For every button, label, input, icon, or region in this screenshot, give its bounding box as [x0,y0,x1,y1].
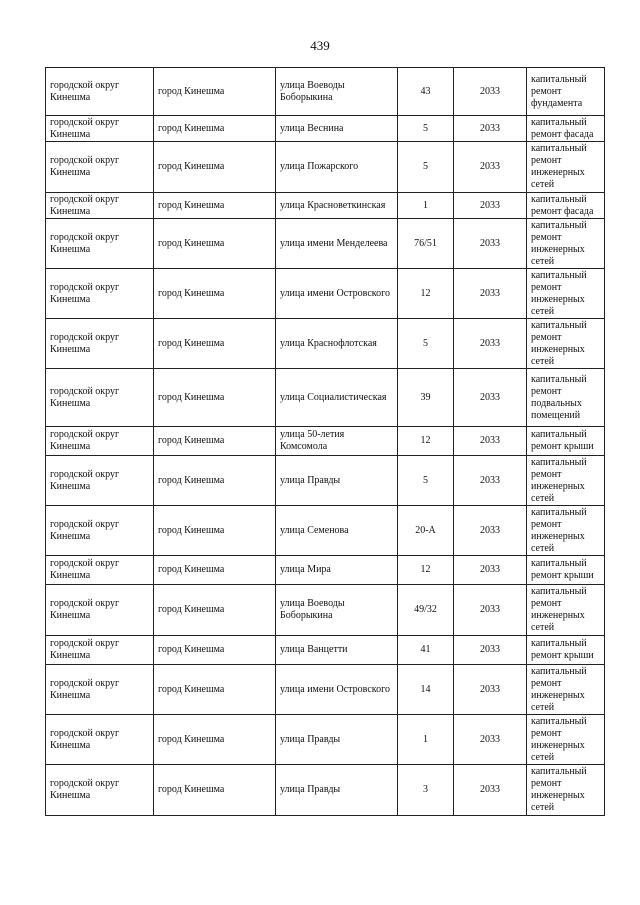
year-cell: 2033 [454,636,527,665]
district-cell: городской округ Кинешма [46,142,154,193]
locality-cell: город Кинешма [154,556,276,585]
page-number: 439 [310,38,330,53]
repair-type-cell: капитальный ремонт инженерных сетей [527,665,605,715]
street-cell: улица Воеводы Боборыкина [276,585,398,636]
house-number-cell: 5 [398,116,454,142]
house-number-cell: 12 [398,427,454,456]
table-row [46,269,605,319]
street-cell: улица имени Островского [276,269,398,319]
locality-cell: город Кинешма [154,765,276,816]
house-number-cell: 12 [398,269,454,319]
repair-type-cell: капитальный ремонт инженерных сетей [527,715,605,765]
street-cell: улица имени Островского [276,665,398,715]
year-cell: 2033 [454,556,527,585]
locality-cell: город Кинешма [154,369,276,427]
table-row [46,219,605,269]
street-cell: улица Воеводы Боборыкина [276,68,398,116]
year-cell: 2033 [454,456,527,506]
district-cell: городской округ Кинешма [46,116,154,142]
district-cell: городской округ Кинешма [46,585,154,636]
district-cell: городской округ Кинешма [46,636,154,665]
table-row [46,556,605,585]
year-cell: 2033 [454,68,527,116]
repair-schedule-table [45,67,605,816]
house-number-cell: 1 [398,715,454,765]
year-cell: 2033 [454,116,527,142]
locality-cell: город Кинешма [154,68,276,116]
repair-type-cell: капитальный ремонт фундамента [527,68,605,116]
year-cell: 2033 [454,715,527,765]
year-cell: 2033 [454,369,527,427]
district-cell: городской округ Кинешма [46,427,154,456]
district-cell: городской округ Кинешма [46,715,154,765]
year-cell: 2033 [454,585,527,636]
street-cell: улица Веснина [276,116,398,142]
house-number-cell: 5 [398,319,454,369]
locality-cell: город Кинешма [154,456,276,506]
street-cell: улица имени Менделеева [276,219,398,269]
repair-type-cell: капитальный ремонт инженерных сетей [527,269,605,319]
year-cell: 2033 [454,193,527,219]
repair-type-cell: капитальный ремонт инженерных сетей [527,506,605,556]
repair-type-cell: капитальный ремонт инженерных сетей [527,456,605,506]
street-cell: улица Пожарского [276,142,398,193]
year-cell: 2033 [454,269,527,319]
district-cell: городской округ Кинешма [46,269,154,319]
table-row [46,369,605,427]
table-row [46,319,605,369]
year-cell: 2033 [454,765,527,816]
table-row [46,193,605,219]
repair-type-cell: капитальный ремонт фасада [527,116,605,142]
locality-cell: город Кинешма [154,506,276,556]
table-row [46,665,605,715]
locality-cell: город Кинешма [154,715,276,765]
locality-cell: город Кинешма [154,665,276,715]
house-number-cell: 12 [398,556,454,585]
district-cell: городской округ Кинешма [46,369,154,427]
house-number-cell: 76/51 [398,219,454,269]
locality-cell: город Кинешма [154,427,276,456]
locality-cell: город Кинешма [154,116,276,142]
year-cell: 2033 [454,427,527,456]
locality-cell: город Кинешма [154,319,276,369]
repair-type-cell: капитальный ремонт фасада [527,193,605,219]
table-row [46,142,605,193]
house-number-cell: 3 [398,765,454,816]
house-number-cell: 43 [398,68,454,116]
street-cell: улица Ванцетти [276,636,398,665]
repair-type-cell: капитальный ремонт крыши [527,636,605,665]
street-cell: улица Правды [276,715,398,765]
repair-type-cell: капитальный ремонт инженерных сетей [527,765,605,816]
table-row [46,585,605,636]
table-row [46,68,605,116]
house-number-cell: 49/32 [398,585,454,636]
repair-type-cell: капитальный ремонт инженерных сетей [527,585,605,636]
street-cell: улица Правды [276,456,398,506]
table-row [46,765,605,816]
year-cell: 2033 [454,219,527,269]
house-number-cell: 20-А [398,506,454,556]
street-cell: улица 50-летия Комсомола [276,427,398,456]
house-number-cell: 14 [398,665,454,715]
district-cell: городской округ Кинешма [46,665,154,715]
table-row [46,116,605,142]
house-number-cell: 5 [398,456,454,506]
repair-type-cell: капитальный ремонт крыши [527,427,605,456]
year-cell: 2033 [454,319,527,369]
district-cell: городской округ Кинешма [46,506,154,556]
repair-type-cell: капитальный ремонт инженерных сетей [527,219,605,269]
table-row [46,456,605,506]
district-cell: городской округ Кинешма [46,456,154,506]
repair-type-cell: капитальный ремонт инженерных сетей [527,319,605,369]
year-cell: 2033 [454,506,527,556]
table-row [46,715,605,765]
table-body [46,68,605,816]
house-number-cell: 1 [398,193,454,219]
district-cell: городской округ Кинешма [46,219,154,269]
locality-cell: город Кинешма [154,219,276,269]
district-cell: городской округ Кинешма [46,193,154,219]
street-cell: улица Семенова [276,506,398,556]
locality-cell: город Кинешма [154,636,276,665]
street-cell: улица Мира [276,556,398,585]
table-row [46,427,605,456]
repair-type-cell: капитальный ремонт подвальных помещений [527,369,605,427]
street-cell: улица Социалистическая [276,369,398,427]
district-cell: городской округ Кинешма [46,68,154,116]
house-number-cell: 41 [398,636,454,665]
locality-cell: город Кинешма [154,193,276,219]
street-cell: улица Правды [276,765,398,816]
locality-cell: город Кинешма [154,269,276,319]
district-cell: городской округ Кинешма [46,556,154,585]
repair-type-cell: капитальный ремонт инженерных сетей [527,142,605,193]
house-number-cell: 5 [398,142,454,193]
repair-type-cell: капитальный ремонт крыши [527,556,605,585]
district-cell: городской округ Кинешма [46,765,154,816]
locality-cell: город Кинешма [154,142,276,193]
district-cell: городской округ Кинешма [46,319,154,369]
street-cell: улица Красноветкинская [276,193,398,219]
year-cell: 2033 [454,142,527,193]
locality-cell: город Кинешма [154,585,276,636]
street-cell: улица Краснофлотская [276,319,398,369]
table-row [46,636,605,665]
house-number-cell: 39 [398,369,454,427]
table-row [46,506,605,556]
year-cell: 2033 [454,665,527,715]
